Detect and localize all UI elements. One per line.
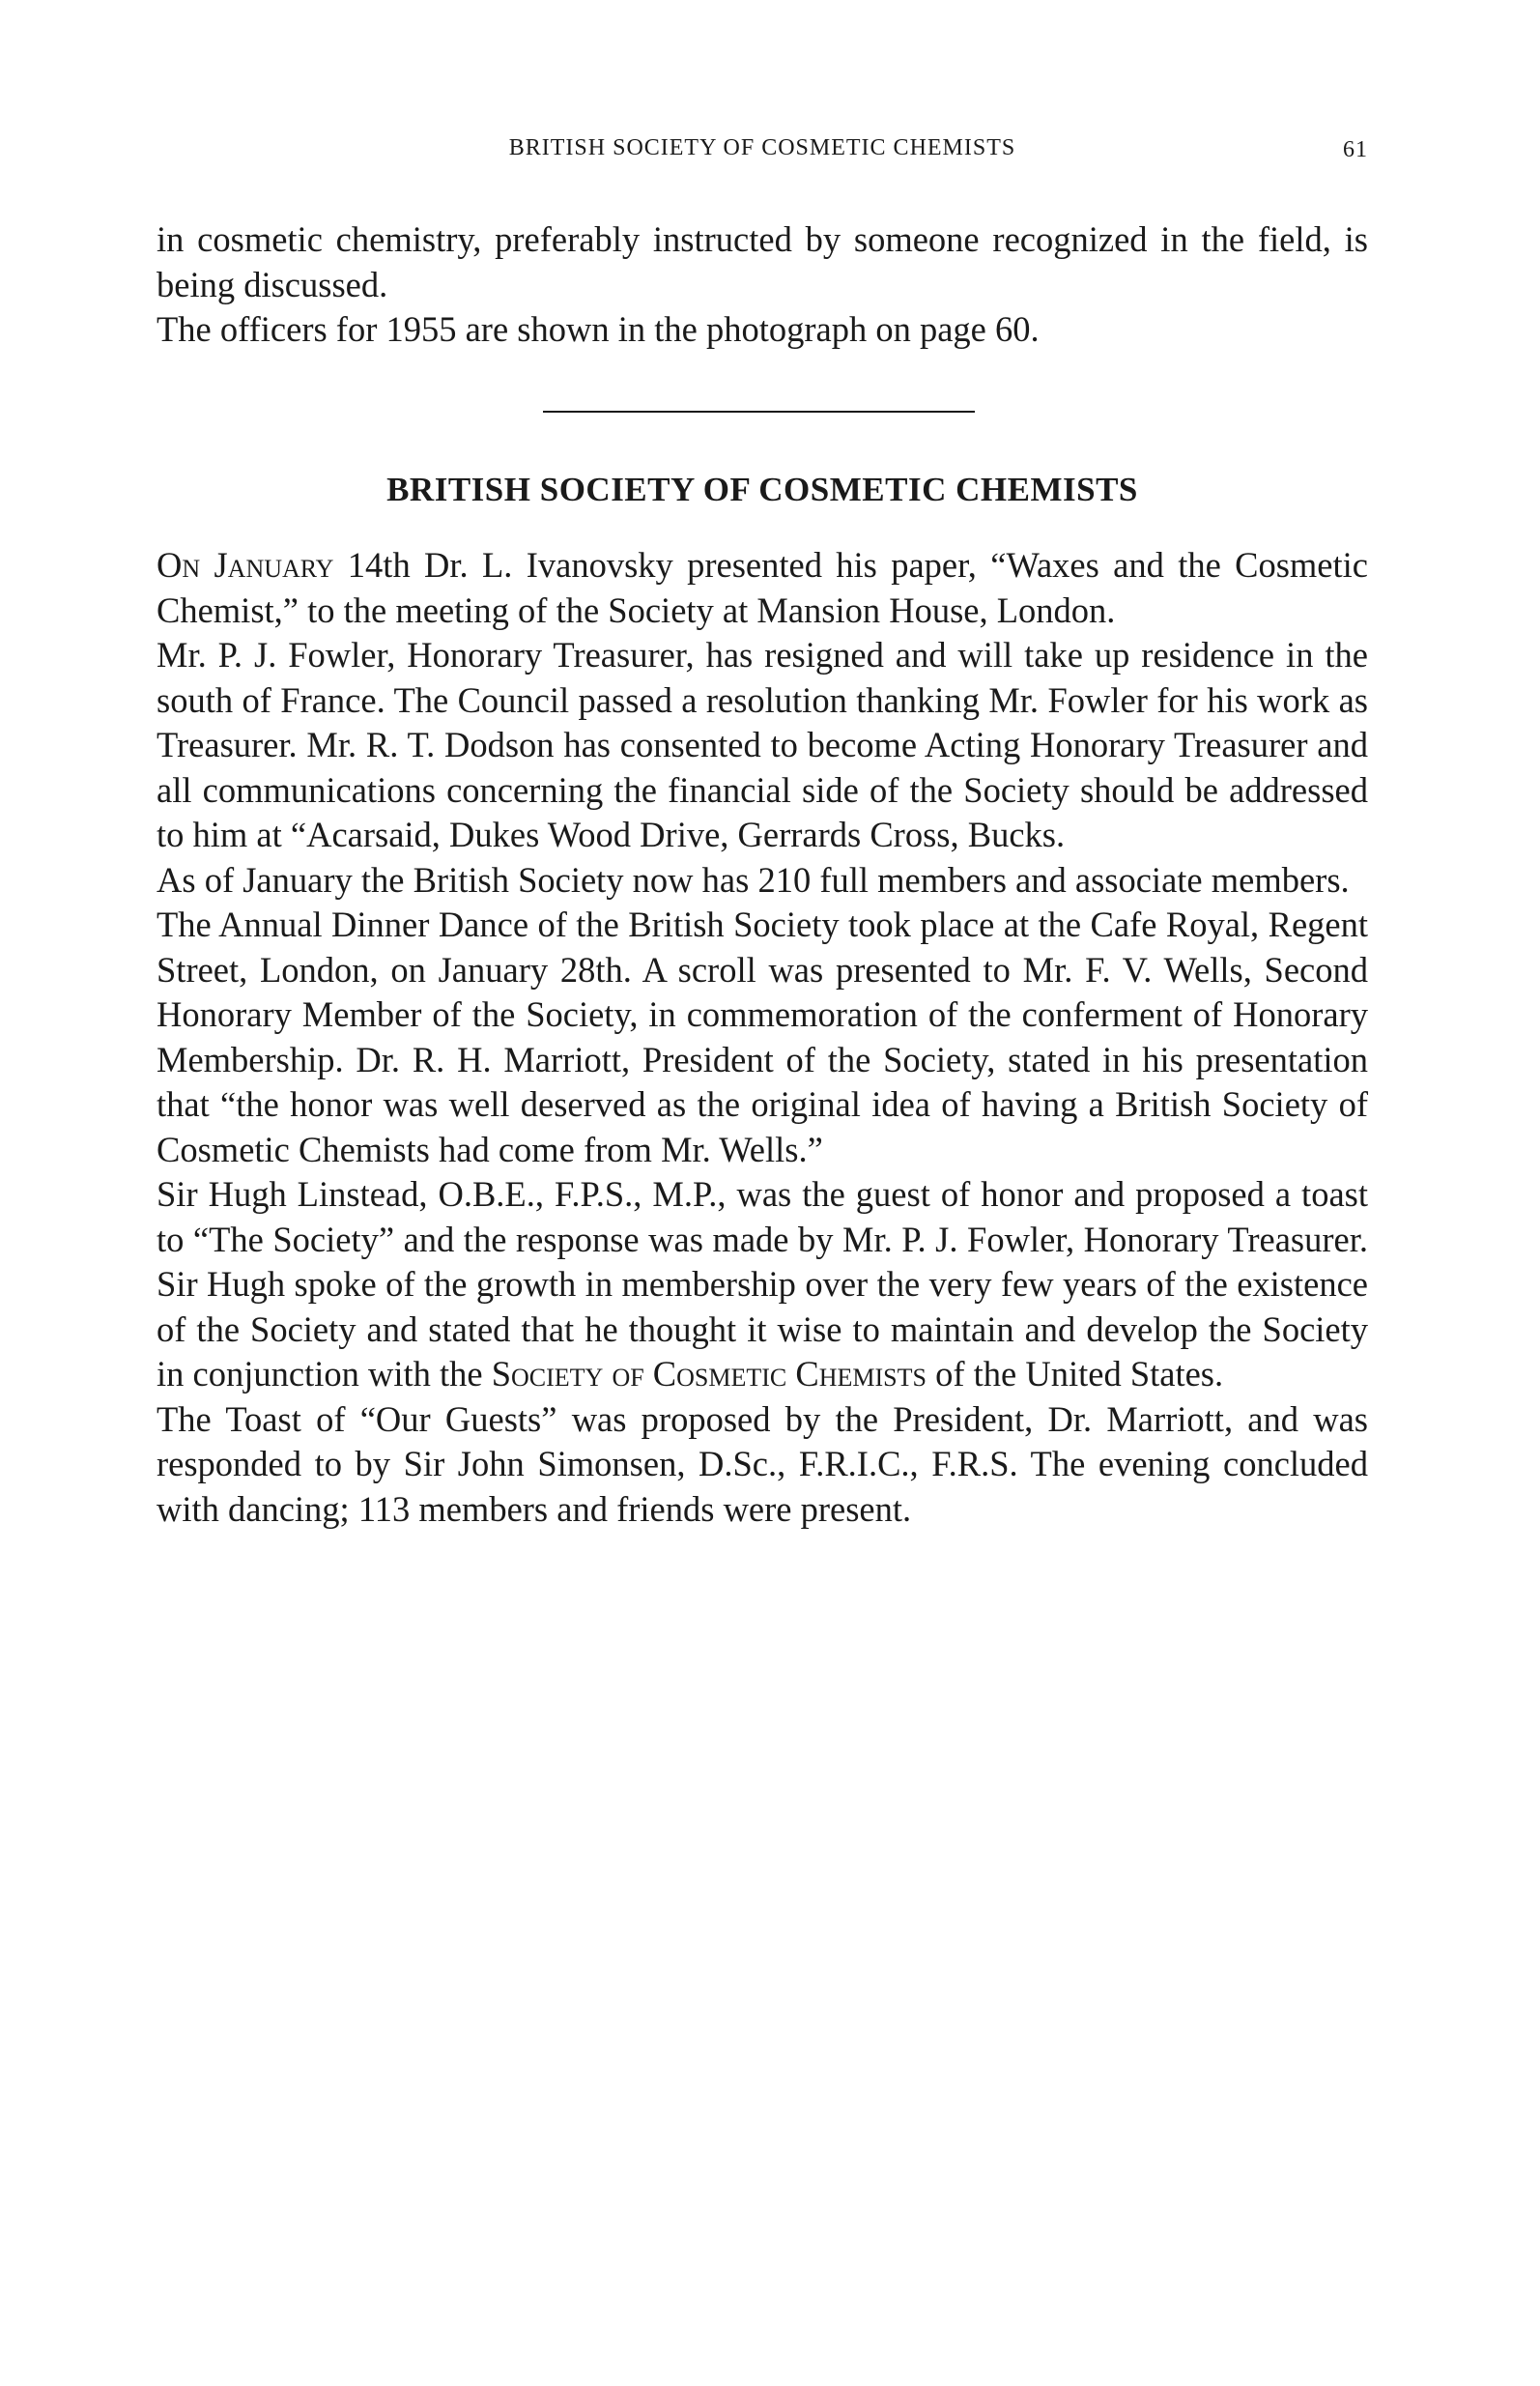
page-number: 61 [1343,137,1368,162]
paragraph-lead-smallcaps: On January [157,545,334,585]
running-header [157,135,1368,174]
section-paragraph-6: The Toast of “Our Guests” was proposed by the President, Dr. Marriott, and was responded to by Sir John Simonsen, D.Sc., F.R.I.C., F.R.S. The evening concluded with dancing; 113 members and friends were present. [157,1398,1368,1529]
section-paragraph-4: The Annual Dinner Dance of the British Society took place at the Cafe Royal, Regent Street, London, on January 28th. A scroll was presented to Mr. F. V. Wells, Second Honorary Member of the Society, in commemoration of the conferment of Honorary Membership. Dr. R. H. Marriott, President of the Society, stated in his presentation that “the honor was well deserved as the original idea of having a British Society of Cosmetic Chemists had come from Mr. Wells.” [157,905,1368,1169]
intro-paragraph-1: in cosmetic chemistry, preferably instructed by someone recognized in the field, is being discussed. [157,219,1368,304]
intro-paragraph-2: The officers for 1955 are shown in the photograph on page 60. [157,309,1040,349]
paragraph-1-text: 14th Dr. L. Ivanovsky presented his paper, “Waxes and the Cosmetic Chemist,” to the meeting of the Society at Mansion House, London. [157,545,1368,630]
section-paragraph-2: Mr. P. J. Fowler, Honorary Treasurer, has resigned and will take up residence in the south of France. The Council passed a resolution thanking Mr. Fowler for his work as Treasurer. Mr. R. T. Dodson has consented to become Acting Honorary Treasurer and all communications concerning the financial side of the Society should be addressed to him at “Acarsaid, Dukes Wood Drive, Gerrards Cross, Bucks. [157,635,1368,854]
section-divider [543,411,975,413]
section-paragraph-3: As of January the British Society now has 210 full members and associate members. [157,859,1350,900]
running-title: BRITISH SOCIETY OF COSMETIC CHEMISTS [508,135,1016,160]
intro-block [157,217,1368,353]
paragraph-5-text-after: of the United States. [926,1354,1224,1394]
section-title: BRITISH SOCIETY OF COSMETIC CHEMISTS [386,471,1138,508]
section-body [157,543,1368,1532]
section-paragraph-1 [157,543,1368,633]
section-paragraph-5 [157,1172,1368,1397]
society-name-smallcaps: Society of Cosmetic Chemists [491,1354,927,1394]
paragraph-5-text-before: Sir Hugh Linstead, O.B.E., F.P.S., M.P., was the guest of honor and proposed a toast to “The Society” and the response was made by Mr. P. J. Fowler, Honorary Treasurer. Sir Hugh spoke of the growth in membership over the very few years of the existence of the Society and stated that he thought it wise to maintain and develop the Society in conjunction with the [157,1174,1368,1394]
